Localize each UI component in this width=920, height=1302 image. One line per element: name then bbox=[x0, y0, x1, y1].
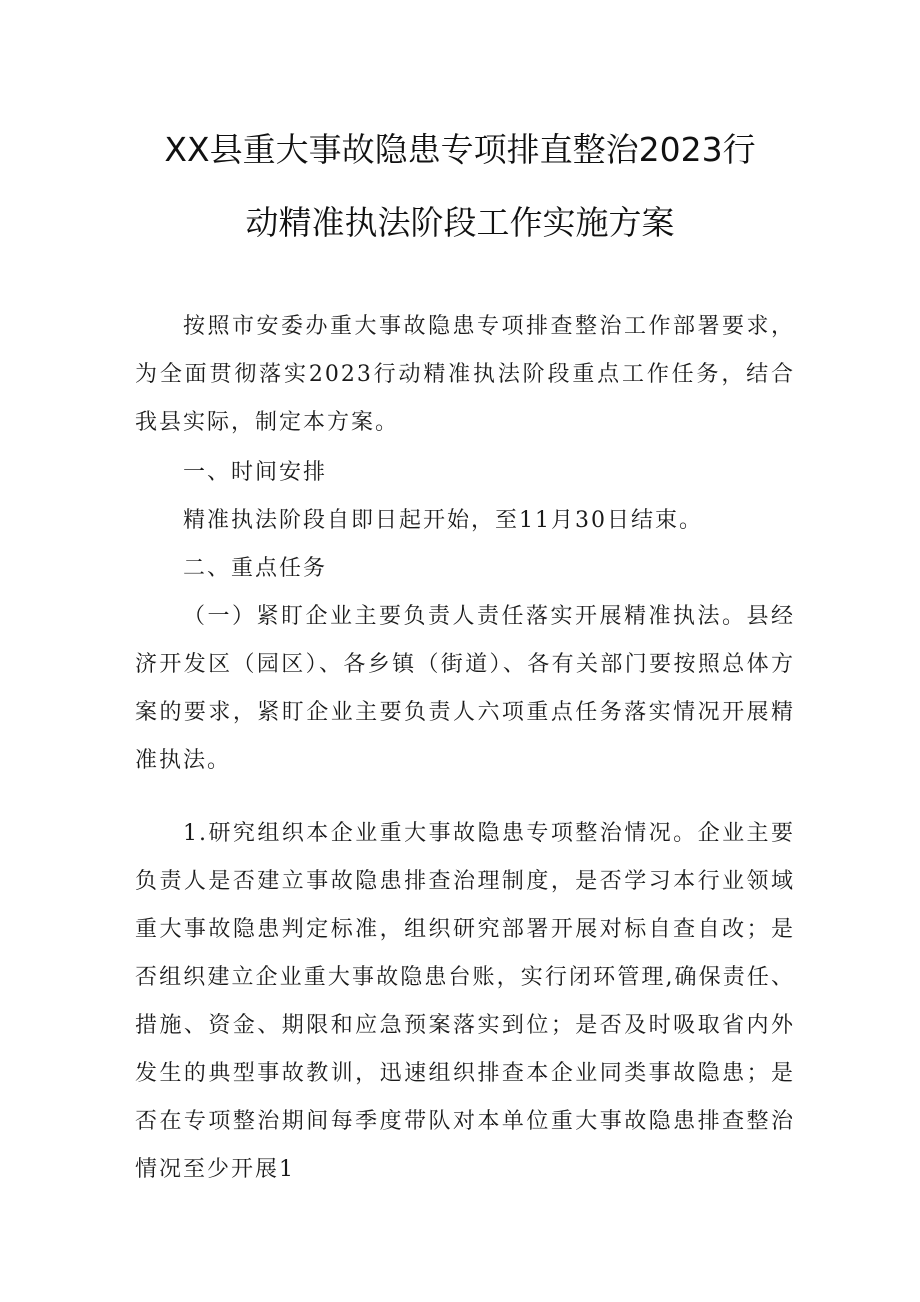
document-title-line-2: 动精准执法阶段工作实施方案 bbox=[245, 203, 675, 242]
intro-paragraph: 按照市安委办重大事故隐患专项排查整治工作部署要求，为全面贯彻落实2023行动精准执法阶段重点工作任务，结合我县实际，制定本方案。 bbox=[135, 314, 795, 435]
schedule-paragraph: 精准执法阶段自即日起开始，至11月30日结束。 bbox=[183, 508, 703, 533]
section-heading-key-tasks: 二、重点任务 bbox=[183, 556, 328, 581]
item-1-paragraph: 1.研究组织本企业重大事故隐患专项整治情况。企业主要负责人是否建立事故隐患排查治理制度，是否学习本行业领域重大事故隐患判定标准，组织研究部署开展对标自查自改；是否组织建立企业重大事故隐患台账，实行闭环管理,确保责任、措施、资金、期限和应急预案落实到位；是否及时吸取省内外发生的典型事故教训，迅速组织排查本企业同类事故隐患；是否在专项整治期间每季度带队对本单位重大事故隐患排查整治情况至少开展1 bbox=[135, 821, 795, 1182]
section-heading-schedule: 一、时间安排 bbox=[183, 460, 328, 485]
document-title-line-1: XX县重大事故隐患专项排直整治2023行 bbox=[164, 130, 756, 169]
task-1-paragraph: （一）紧盯企业主要负责人责任落实开展精准执法。县经济开发区（园区）、各乡镇（街道）、各有关部门要按照总体方案的要求，紧盯企业主要负责人六项重点任务落实情况开展精准执法。 bbox=[135, 604, 795, 773]
